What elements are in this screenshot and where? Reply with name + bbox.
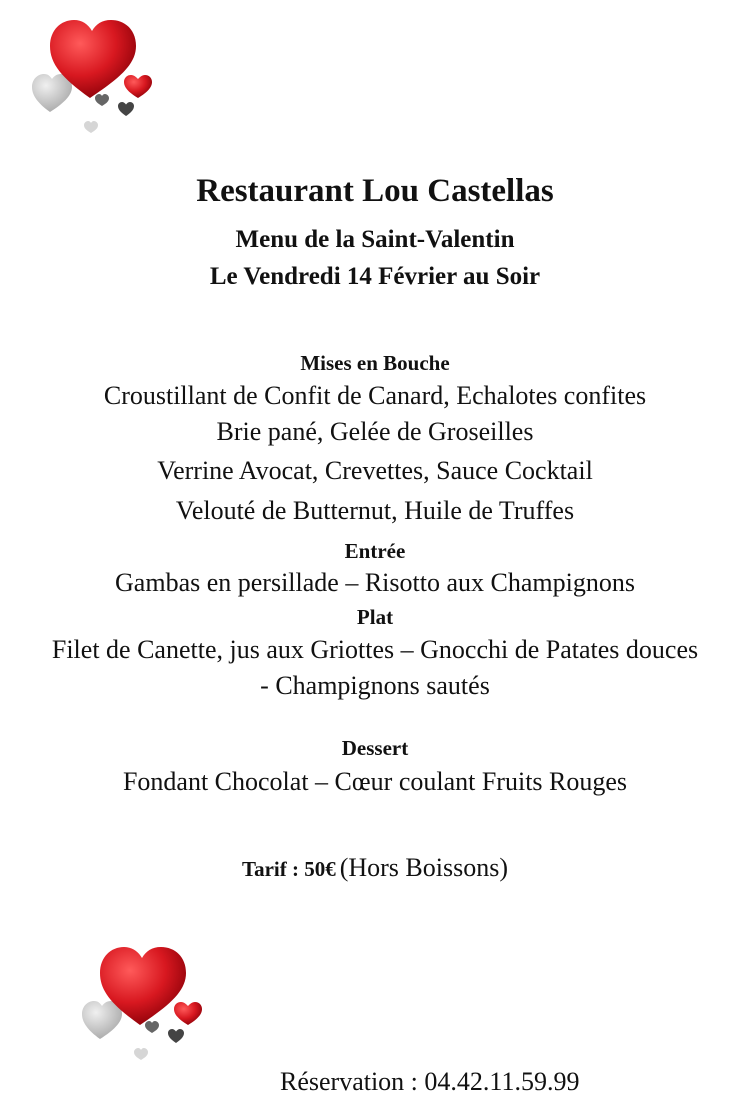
menu-item: - Champignons sautés xyxy=(260,671,490,700)
hearts-cluster-icon xyxy=(78,935,208,1065)
section-title-plat: Plat xyxy=(356,605,394,629)
tarif-price: Tarif : 50€ xyxy=(241,857,336,881)
section-title-entree: Entrée xyxy=(344,539,406,563)
menu-title: Menu de la Saint-Valentin xyxy=(235,226,515,253)
gray-heart-icon xyxy=(84,121,98,133)
small-red-heart-icon xyxy=(174,1002,202,1025)
restaurant-name: Restaurant Lou Castellas xyxy=(196,173,554,209)
menu-item: Croustillant de Confit de Canard, Echalotes confites xyxy=(103,381,647,410)
small-red-heart-icon xyxy=(124,75,152,98)
menu-item: Brie pané, Gelée de Groseilles xyxy=(216,417,534,446)
gray-heart-icon xyxy=(82,1001,122,1039)
dark-heart-icon xyxy=(168,1029,184,1043)
hearts-cluster-icon xyxy=(28,8,158,138)
menu-item: Velouté de Butternut, Huile de Truffes xyxy=(175,496,575,525)
menu-item: Gambas en persillade – Risotto aux Champignons xyxy=(115,568,635,597)
menu-item: Fondant Chocolat – Cœur coulant Fruits Rouges xyxy=(122,767,628,796)
menu-item: Verrine Avocat, Crevettes, Sauce Cocktail xyxy=(157,456,593,485)
section-title-mises-en-bouche: Mises en Bouche xyxy=(300,351,450,375)
gray-heart-icon xyxy=(32,74,72,112)
tarif-line xyxy=(0,852,750,888)
menu-item: Filet de Canette, jus aux Griottes – Gnocchi de Patates douces xyxy=(51,635,699,664)
reservation-phone: Réservation : 04.42.11.59.99 xyxy=(280,1067,580,1096)
section-title-dessert: Dessert xyxy=(341,736,409,760)
gray-heart-icon xyxy=(134,1048,148,1060)
menu-date: Le Vendredi 14 Février au Soir xyxy=(209,263,541,290)
tarif-note: (Hors Boissons) xyxy=(339,853,509,882)
dark-heart-icon xyxy=(145,1021,159,1033)
dark-heart-icon xyxy=(95,94,109,106)
dark-heart-icon xyxy=(118,102,134,116)
